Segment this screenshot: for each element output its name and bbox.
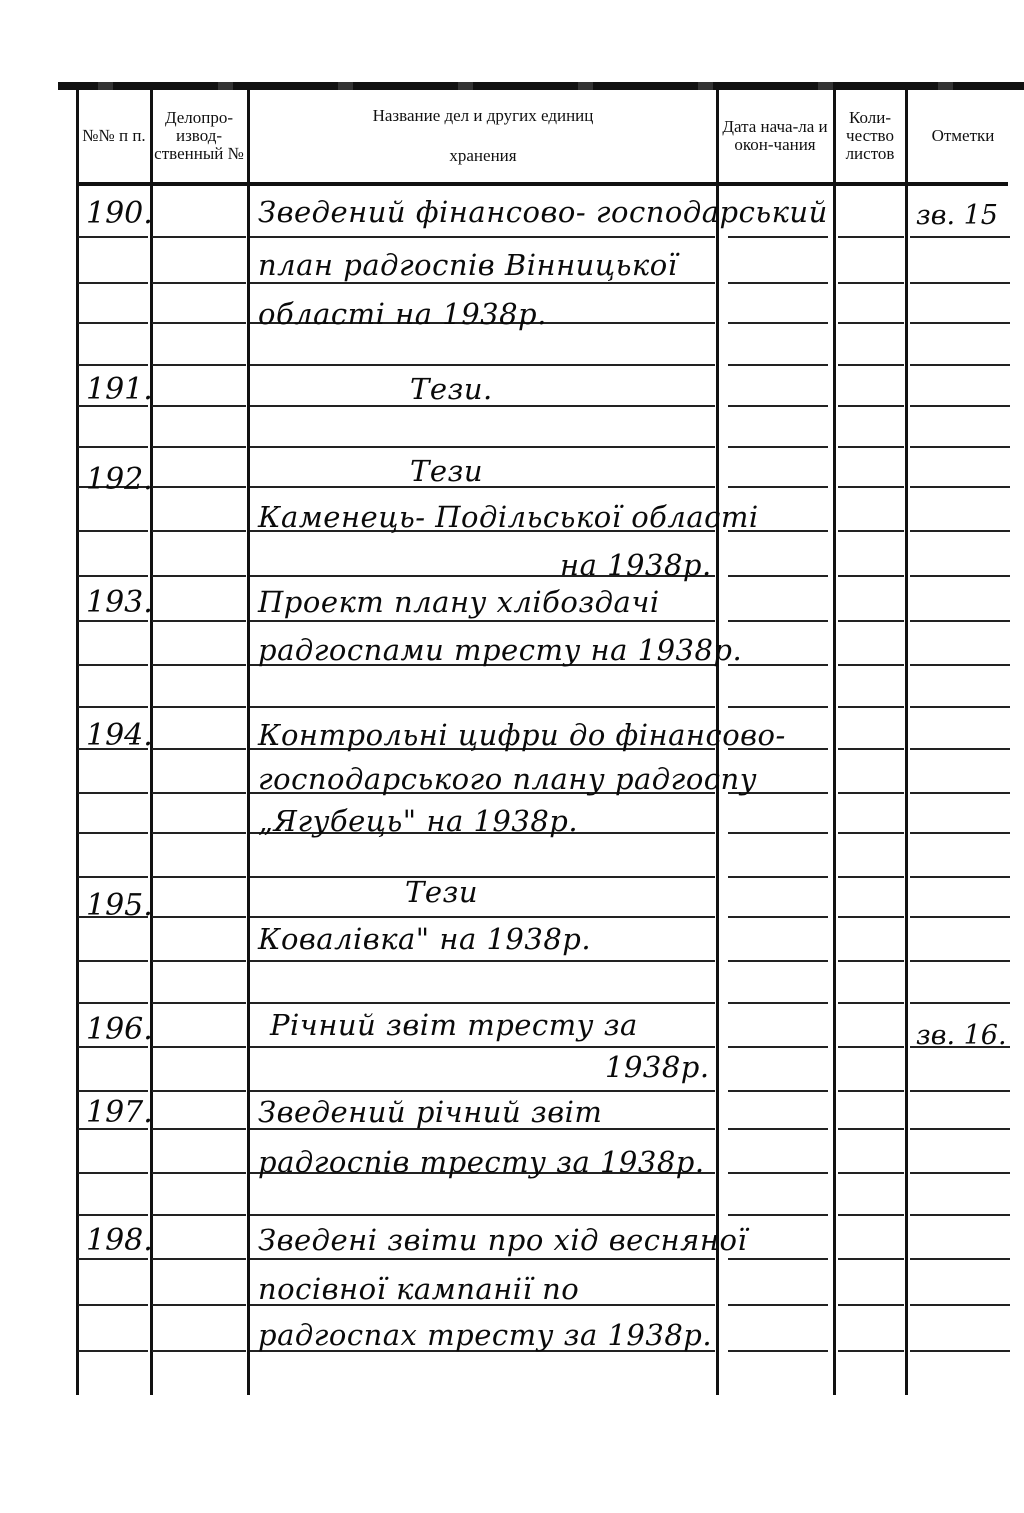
entry-title-line: Каменець- Подільської області [258,500,759,534]
row-rule [728,832,828,834]
row-rule [728,706,828,708]
row-rule [910,575,1010,577]
entry-title-line: Проект плану хлібоздачі [258,585,660,619]
entry-title-line: Тези [405,875,478,909]
row-rule [78,1258,148,1260]
row-rule [728,1172,828,1174]
row-rule [838,530,904,532]
row-rule [152,1214,246,1216]
row-rule [728,236,828,238]
row-rule [728,282,828,284]
row-rule [910,1172,1010,1174]
row-rule [838,405,904,407]
row-rule [728,1002,828,1004]
row-rule [78,1090,148,1092]
row-rule [910,1128,1010,1130]
row-rule [838,1128,904,1130]
header-title [252,92,714,180]
row-rule [78,832,148,834]
row-rule [152,405,246,407]
row-rule [250,1214,715,1216]
row-rule [78,282,148,284]
row-rule [728,405,828,407]
row-rule [250,364,715,366]
row-rule [728,916,828,918]
row-rule [910,486,1010,488]
row-rule [910,748,1010,750]
row-rule [250,282,715,284]
row-rule [78,236,148,238]
row-rule [152,916,246,918]
header-sheet-count: Коли-чество листов [845,108,895,163]
header-office-number: Делопро-извод-ственный № [154,108,244,163]
row-rule [728,575,828,577]
row-rule [152,960,246,962]
row-rule [728,1304,828,1306]
row-rule [838,1002,904,1004]
entry-number: 193. [86,585,153,620]
column-line [247,90,250,1395]
row-rule [838,1258,904,1260]
entry-title-line: Річний звіт тресту за [270,1008,638,1042]
row-rule [152,1172,246,1174]
row-rule [838,876,904,878]
entry-number: 198. [86,1223,153,1258]
row-rule [910,405,1010,407]
entry-number: 195. [86,888,153,923]
row-rule [838,1214,904,1216]
row-rule [838,1046,904,1048]
row-rule [250,1258,715,1260]
row-rule [910,916,1010,918]
header-bottom-border [78,182,1008,186]
row-rule [910,1090,1010,1092]
row-rule [78,530,148,532]
row-rule [152,1258,246,1260]
row-rule [910,664,1010,666]
entry-title-line: Зведений річний звіт [258,1095,603,1129]
entry-number: 190. [86,196,153,231]
entry-title-line: Зведений фінансово- господарський [258,195,828,229]
row-rule [838,832,904,834]
row-rule [152,748,246,750]
row-rule [838,575,904,577]
entry-title-line: Тези [410,454,483,488]
entry-title-line: план радгоспів Вінницької [258,248,678,282]
row-rule [728,1046,828,1048]
row-rule [152,620,246,622]
row-rule [728,446,828,448]
row-rule [152,1046,246,1048]
row-rule [152,1002,246,1004]
row-rule [78,1172,148,1174]
entry-title-line: „Ягубець" на 1938р. [258,804,579,838]
row-rule [728,322,828,324]
entry-number: 191. [86,372,153,407]
row-rule [78,446,148,448]
row-rule [838,706,904,708]
row-rule [152,832,246,834]
row-rule [78,1214,148,1216]
row-rule [152,575,246,577]
row-rule [910,530,1010,532]
row-rule [910,1002,1010,1004]
row-rule [152,792,246,794]
header-number: №№ п п. [82,126,146,145]
row-rule [152,1350,246,1352]
entry-title-line: посівної кампанії по [258,1272,580,1306]
entry-title-line: радгоспах тресту за 1938р. [258,1318,713,1352]
row-rule [910,446,1010,448]
row-rule [728,664,828,666]
row-rule [728,486,828,488]
entry-title-line: радгоспів тресту за 1938р. [258,1145,705,1179]
row-rule [250,1002,715,1004]
row-rule [728,1090,828,1092]
row-rule [838,792,904,794]
entry-title-line: радгоспами тресту на 1938р. [258,633,743,667]
row-rule [910,1258,1010,1260]
row-rule [728,960,828,962]
row-rule [838,322,904,324]
row-rule [152,706,246,708]
row-rule [78,322,148,324]
row-rule [838,1090,904,1092]
row-rule [78,706,148,708]
row-rule [250,1090,715,1092]
row-rule [728,1128,828,1130]
row-rule [728,876,828,878]
entry-note: зв. 16. [916,1020,1007,1051]
entry-title-line: 1938р. [605,1050,710,1084]
row-rule [838,748,904,750]
row-rule [728,1214,828,1216]
header-dates: Дата нача-ла и окон-чания [722,117,828,154]
row-rule [152,876,246,878]
row-rule [78,1002,148,1004]
entry-number: 194. [86,718,153,753]
row-rule [78,876,148,878]
row-rule [152,486,246,488]
row-rule [838,664,904,666]
row-rule [910,1304,1010,1306]
column-line [833,90,836,1395]
entry-title-line: Тези. [410,372,493,406]
entry-note: зв. 15 [916,200,998,231]
row-rule [250,620,715,622]
row-rule [152,1304,246,1306]
row-rule [78,792,148,794]
row-rule [838,916,904,918]
row-rule [78,575,148,577]
top-border [58,82,1024,90]
row-rule [910,876,1010,878]
row-rule [910,620,1010,622]
row-rule [838,620,904,622]
entry-title-line: області на 1938р. [258,297,547,331]
entry-title-line: господарського плану радгоспу [258,762,758,796]
row-rule [838,1350,904,1352]
row-rule [78,664,148,666]
row-rule [838,236,904,238]
row-rule [910,364,1010,366]
row-rule [910,960,1010,962]
row-rule [152,364,246,366]
row-rule [152,1128,246,1130]
column-line [905,90,908,1395]
row-rule [838,960,904,962]
row-rule [78,1350,148,1352]
row-rule [152,282,246,284]
row-rule [838,1304,904,1306]
header-title-main: Название дел и других единиц [372,106,594,125]
row-rule [250,236,715,238]
row-rule [250,876,715,878]
row-rule [78,620,148,622]
row-rule [838,364,904,366]
header-notes: Отметки [931,126,995,145]
row-rule [728,1258,828,1260]
row-rule [910,792,1010,794]
entry-title-line: Ковалівка" на 1938р. [258,922,592,956]
row-rule [728,364,828,366]
row-rule [250,1046,715,1048]
row-rule [78,960,148,962]
row-rule [152,530,246,532]
row-rule [838,486,904,488]
row-rule [250,960,715,962]
row-rule [838,1172,904,1174]
row-rule [910,282,1010,284]
row-rule [910,1350,1010,1352]
row-rule [152,664,246,666]
row-rule [152,322,246,324]
row-rule [250,446,715,448]
row-rule [910,236,1010,238]
row-rule [250,916,715,918]
entry-title-line: на 1938р. [560,548,712,582]
header-title-sub: хранения [449,146,517,165]
row-rule [838,446,904,448]
entry-number: 192. [86,462,153,497]
entry-number: 196. [86,1012,153,1047]
row-rule [910,1214,1010,1216]
entry-number: 197. [86,1095,153,1130]
row-rule [250,706,715,708]
row-rule [78,364,148,366]
row-rule [152,236,246,238]
row-rule [728,620,828,622]
row-rule [78,1304,148,1306]
entry-title-line: Зведені звіти про хід весняної [258,1223,748,1257]
row-rule [838,282,904,284]
row-rule [152,446,246,448]
entry-title-line: Контрольні цифри до фінансово- [258,718,786,752]
row-rule [910,322,1010,324]
row-rule [152,1090,246,1092]
row-rule [910,832,1010,834]
row-rule [910,706,1010,708]
row-rule [728,1350,828,1352]
column-line [76,90,79,1395]
